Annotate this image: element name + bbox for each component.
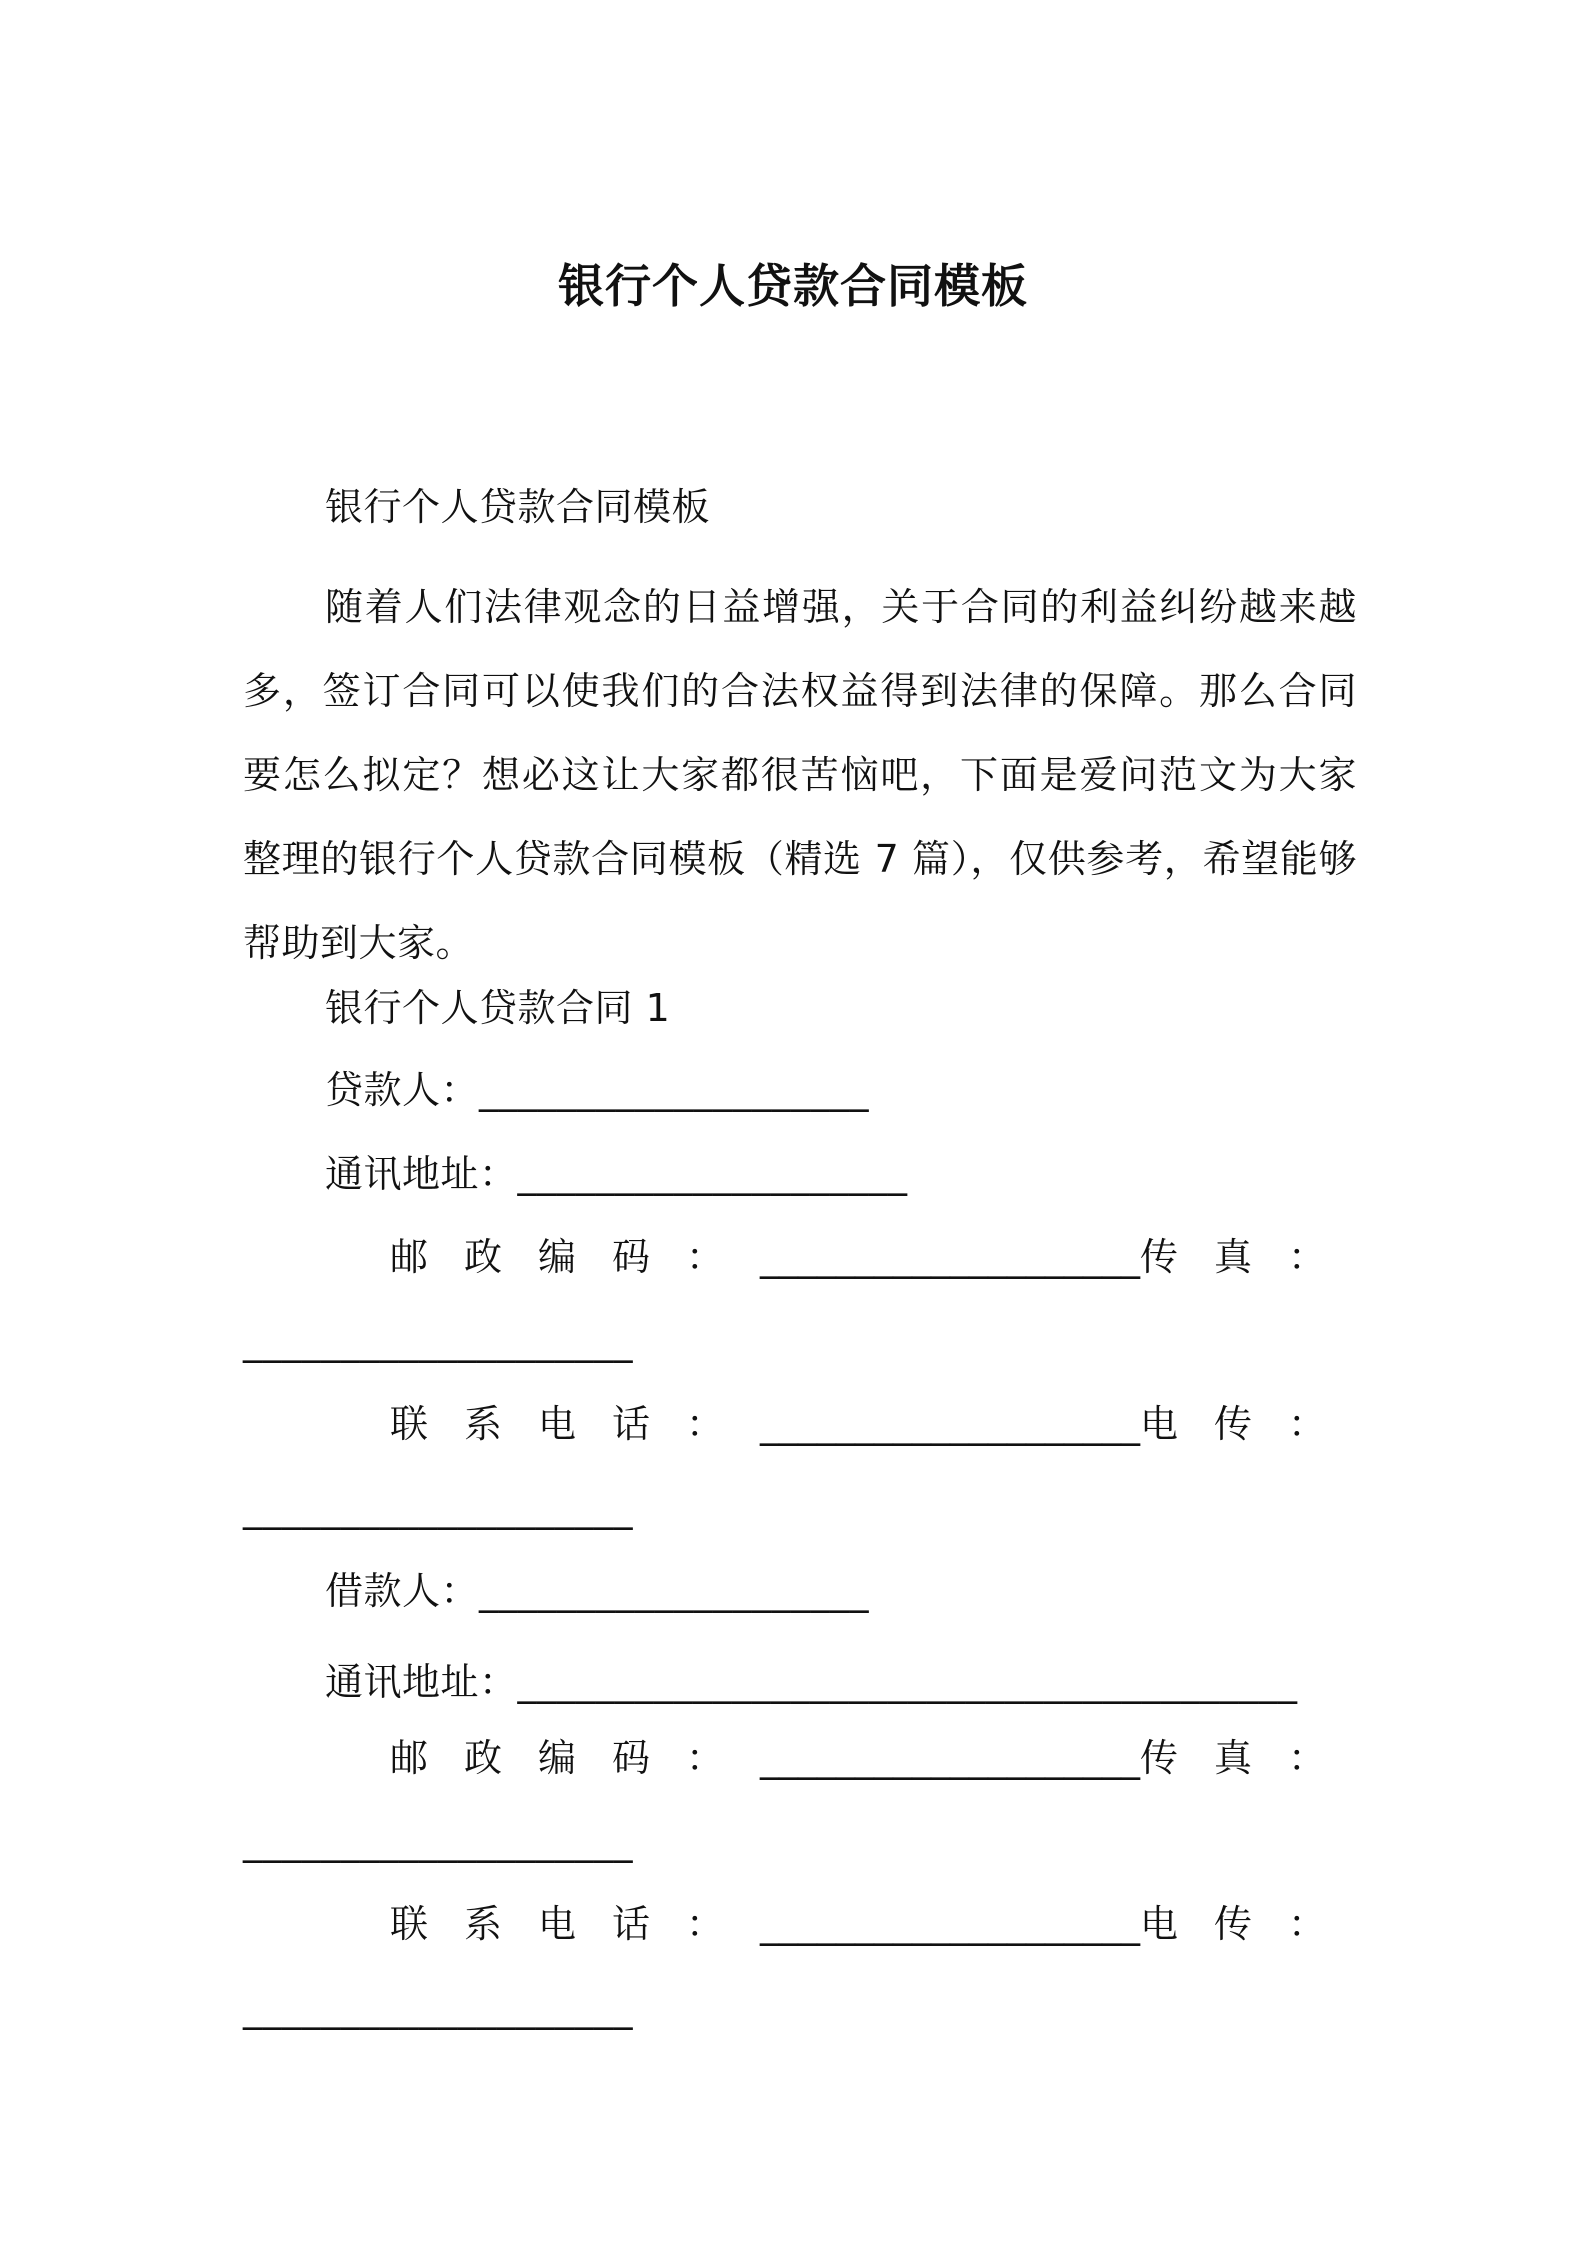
- borrower-address-label: 通讯地址：: [325, 1660, 518, 1704]
- lender-postcode-blank: ____________________: [760, 1235, 1141, 1279]
- borrower-telex-blank: ____________________: [243, 1986, 633, 2030]
- borrower-postcode-label: 邮政编码：: [390, 1736, 761, 1780]
- contract-heading: 银行个人贷款合同 1: [325, 986, 671, 1030]
- lender-phone-blank: ____________________: [760, 1402, 1141, 1446]
- borrower-name-label: 借款人：: [325, 1569, 480, 1613]
- document-title: 银行个人贷款合同模板: [558, 259, 1028, 313]
- borrower-name-blank: ____________________: [479, 1569, 870, 1613]
- lender-address-label: 通讯地址：: [325, 1152, 518, 1196]
- intro-paragraph: 随着人们法律观念的日益增强，关于合同的利益纠纷越来越多，签订合同可以使我们的合法权益得到法律的保障。那么合同要怎么拟定？想必这让大家都很苦恼吧，下面是爱问范文为大家整理的银行个人贷款合同模板（精选 7 篇），仅供参考，希望能够帮助到大家。: [243, 585, 1357, 965]
- borrower-phone-label: 联系电话：: [390, 1902, 761, 1946]
- lender-name-blank: ____________________: [479, 1068, 870, 1112]
- borrower-telex-label: 电传：: [1140, 1902, 1363, 1946]
- lender-name-row: [325, 1068, 870, 1112]
- borrower-fax-label: 传真：: [1140, 1736, 1363, 1780]
- borrower-postcode-row: [390, 1736, 1363, 1780]
- lender-postcode-row: [390, 1235, 1363, 1279]
- document-subtitle: 银行个人贷款合同模板: [325, 485, 711, 529]
- borrower-address-blank: ________________________________________: [517, 1660, 1298, 1704]
- lender-phone-row: [390, 1402, 1363, 1446]
- lender-address-blank: ____________________: [517, 1152, 908, 1196]
- borrower-postcode-blank: ____________________: [760, 1736, 1141, 1780]
- lender-address-row: [325, 1152, 908, 1196]
- borrower-phone-row: [390, 1902, 1363, 1946]
- lender-telex-blank: ____________________: [243, 1486, 633, 1530]
- lender-fax-blank: ____________________: [243, 1319, 633, 1363]
- lender-postcode-label: 邮政编码：: [390, 1235, 761, 1279]
- borrower-phone-blank: ____________________: [760, 1902, 1141, 1946]
- lender-phone-label: 联系电话：: [390, 1402, 761, 1446]
- lender-telex-label: 电传：: [1140, 1402, 1363, 1446]
- lender-name-label: 贷款人：: [325, 1068, 480, 1112]
- borrower-name-row: [325, 1569, 870, 1613]
- lender-fax-label: 传真：: [1140, 1235, 1363, 1279]
- borrower-address-row: [325, 1660, 1298, 1704]
- borrower-fax-blank: ____________________: [243, 1819, 633, 1863]
